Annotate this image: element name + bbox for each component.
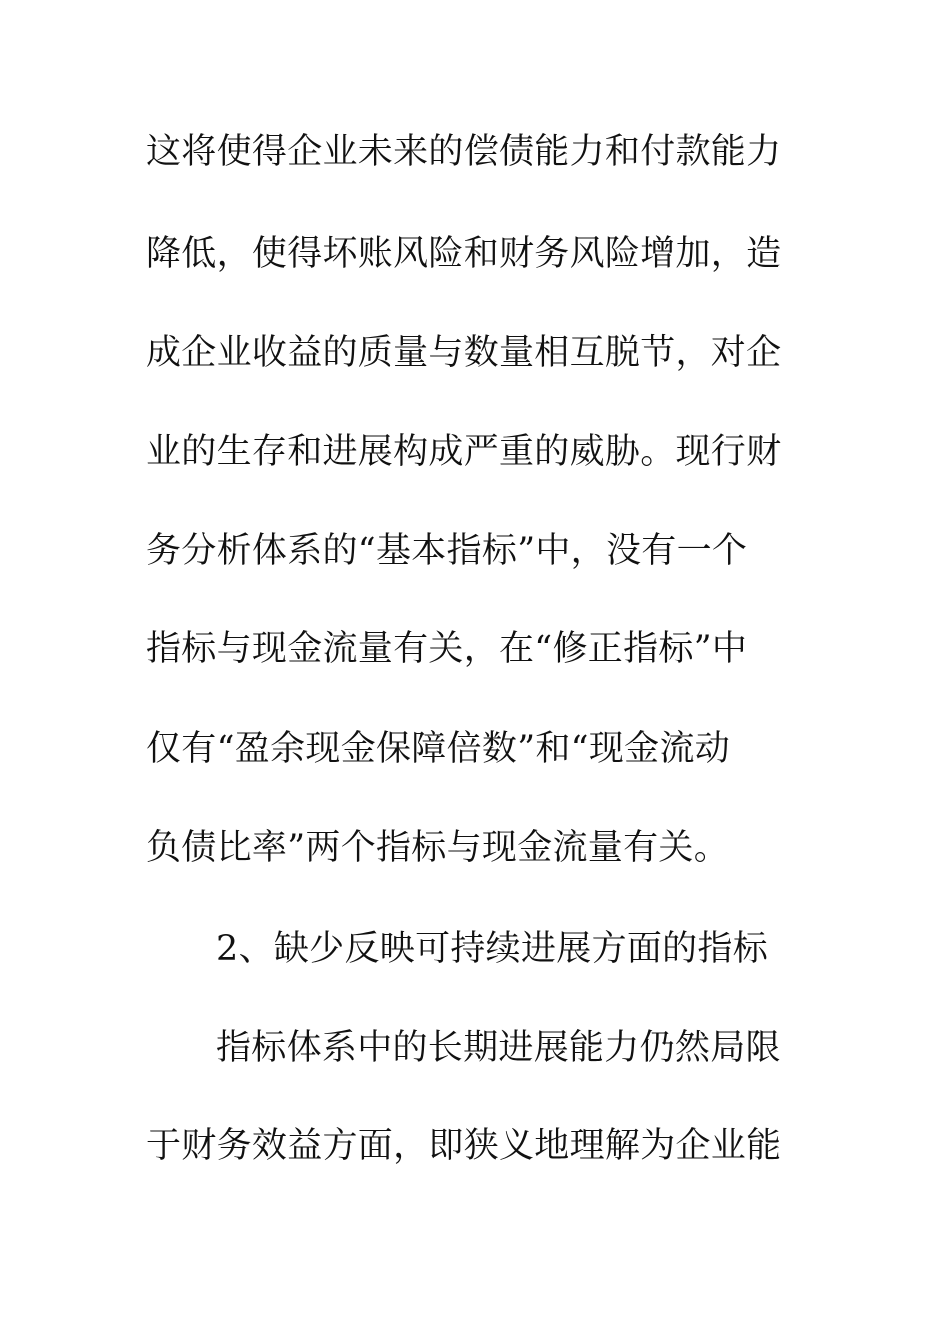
text-line: 于财务效益方面，即狭义地理解为企业能 [146, 1126, 782, 1166]
text-line: 负债比率”两个指标与现金流量有关。 [146, 828, 729, 868]
text-line: 成企业收益的质量与数量相互脱节，对企 [146, 333, 782, 373]
text-line: 务分析体系的“基本指标”中，没有一个 [146, 531, 748, 571]
text-line: 业的生存和进展构成严重的威胁。现行财 [146, 432, 782, 472]
text-line: 仅有“盈余现金保障倍数”和“现金流动 [146, 729, 731, 769]
section-heading: 2、缺少反映可持续进展方面的指标 [216, 929, 769, 969]
text-line: 指标与现金流量有关，在“修正指标”中 [146, 629, 748, 669]
text-line: 降低，使得坏账风险和财务风险增加，造 [146, 234, 782, 274]
text-line: 这将使得企业未来的偿债能力和付款能力 [146, 132, 782, 172]
paragraph-first-line: 指标体系中的长期进展能力仍然局限 [216, 1028, 781, 1068]
